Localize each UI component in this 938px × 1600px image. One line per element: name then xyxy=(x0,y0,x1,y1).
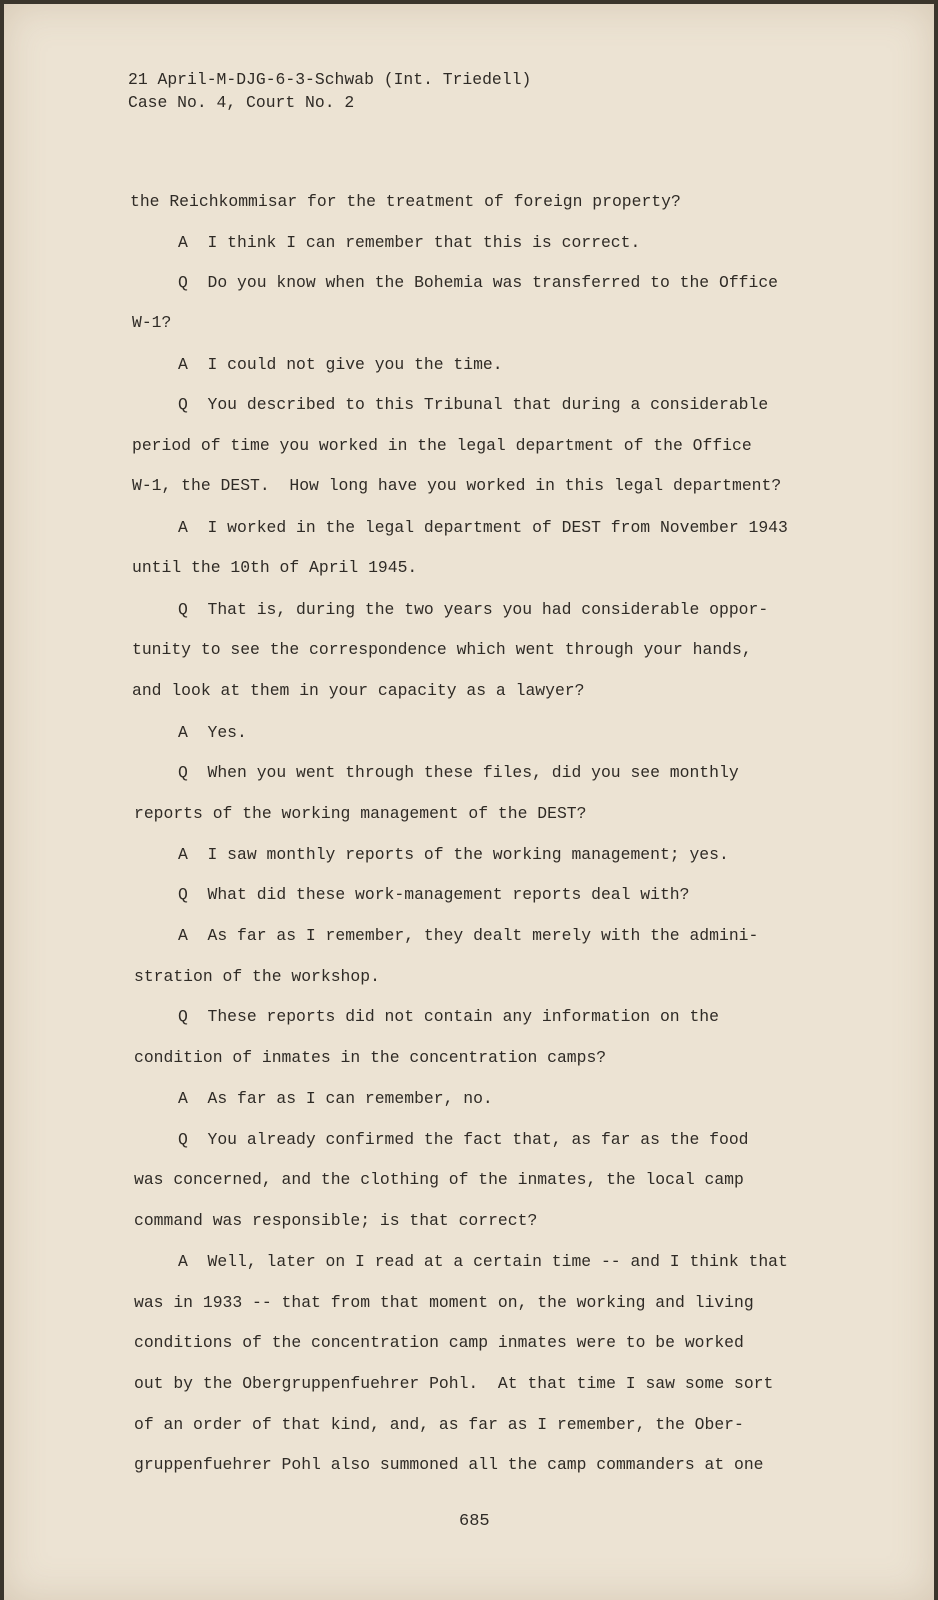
transcript-line: stration of the workshop. xyxy=(134,967,380,986)
transcript-line: Q You described to this Tribunal that during a considerable xyxy=(178,395,769,414)
transcript-line: conditions of the concentration camp inmates were to be worked xyxy=(134,1333,744,1352)
transcript-line: out by the Obergruppenfuehrer Pohl. At that time I saw some sort xyxy=(134,1374,774,1393)
transcript-line: A Well, later on I read at a certain time -- and I think that xyxy=(178,1252,788,1271)
transcript-line: A I could not give you the time. xyxy=(178,355,503,374)
transcript-line: Q You already confirmed the fact that, as far as the food xyxy=(178,1130,749,1149)
header-reference-line: 21 April-M-DJG-6-3-Schwab (Int. Triedell) xyxy=(128,70,532,89)
page-number: 685 xyxy=(459,1512,490,1531)
document-header xyxy=(128,68,531,114)
transcript-line: condition of inmates in the concentration camps? xyxy=(134,1048,607,1067)
transcript-line: Q When you went through these files, did you see monthly xyxy=(178,763,739,782)
transcript-line: was concerned, and the clothing of the inmates, the local camp xyxy=(134,1170,744,1189)
transcript-line: Q Do you know when the Bohemia was transferred to the Office xyxy=(178,273,778,292)
transcript-line: Q What did these work-management reports deal with? xyxy=(178,885,690,904)
transcript-line: W-1, the DEST. How long have you worked in this legal department? xyxy=(132,476,782,495)
transcript-line: Q These reports did not contain any information on the xyxy=(178,1007,719,1026)
transcript-line: of an order of that kind, and, as far as I remember, the Ober- xyxy=(134,1415,744,1434)
transcript-line: A I think I can remember that this is correct. xyxy=(178,233,641,252)
transcript-line: reports of the working management of the DEST? xyxy=(134,804,587,823)
transcript-line: and look at them in your capacity as a lawyer? xyxy=(132,681,585,700)
transcript-line: the Reichkommisar for the treatment of foreign property? xyxy=(130,192,681,211)
transcript-line: tunity to see the correspondence which went through your hands, xyxy=(132,640,752,659)
header-case-line: Case No. 4, Court No. 2 xyxy=(128,93,355,112)
transcript-line: A I saw monthly reports of the working management; yes. xyxy=(178,845,729,864)
transcript-line: A I worked in the legal department of DEST from November 1943 xyxy=(178,518,788,537)
transcript-line: period of time you worked in the legal department of the Office xyxy=(132,436,752,455)
transcript-line: A As far as I remember, they dealt merely with the admini- xyxy=(178,926,759,945)
transcript-line: gruppenfuehrer Pohl also summoned all the camp commanders at one xyxy=(134,1455,764,1474)
transcript-line: A Yes. xyxy=(178,723,247,742)
transcript-line: Q That is, during the two years you had considerable oppor- xyxy=(178,600,769,619)
transcript-line: command was responsible; is that correct? xyxy=(134,1211,538,1230)
document-page xyxy=(4,4,934,1600)
transcript-line: W-1? xyxy=(132,313,172,332)
transcript-line: until the 10th of April 1945. xyxy=(132,558,418,577)
transcript-line: A As far as I can remember, no. xyxy=(178,1089,493,1108)
transcript-line: was in 1933 -- that from that moment on, the working and living xyxy=(134,1293,754,1312)
